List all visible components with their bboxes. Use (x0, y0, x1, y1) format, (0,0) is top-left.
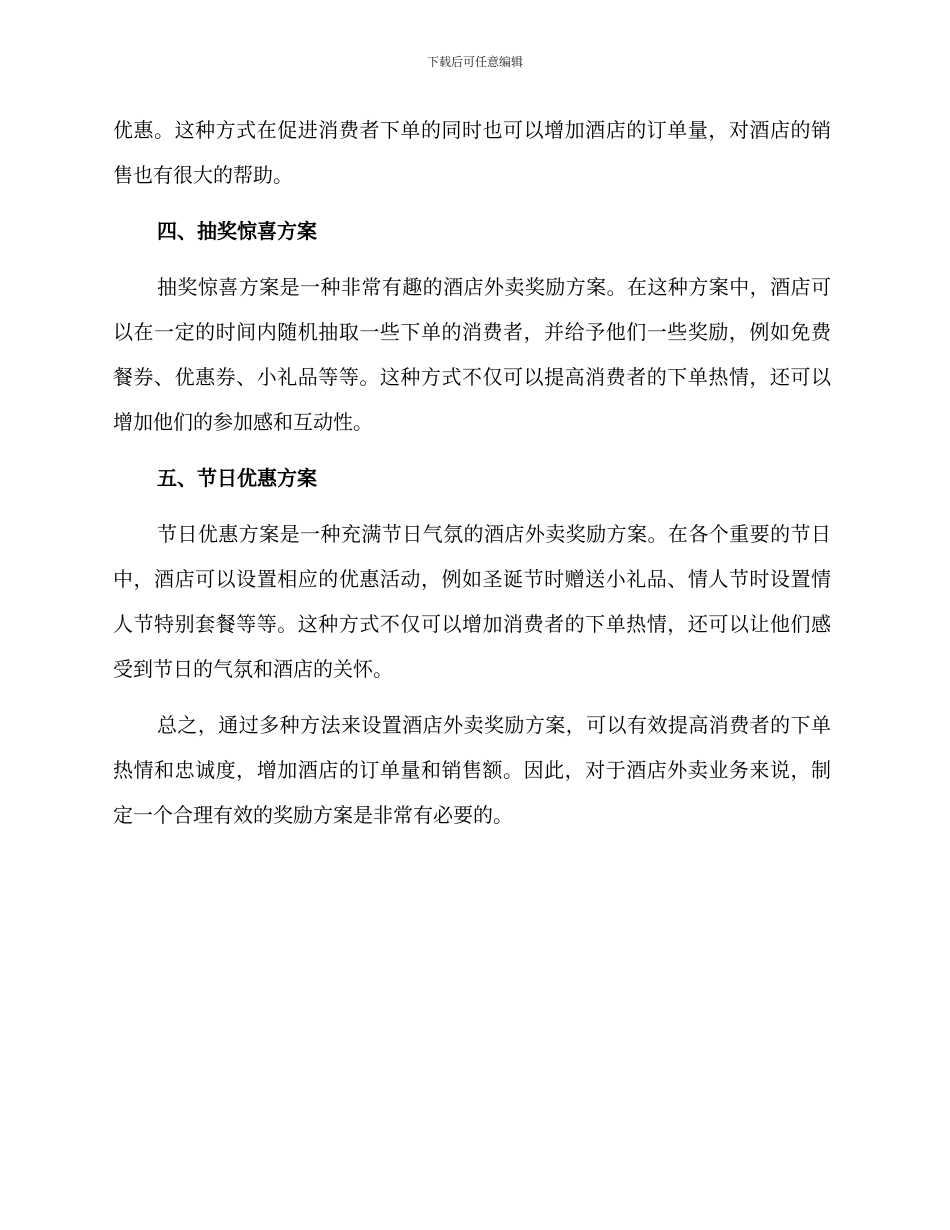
paragraph-lottery: 抽奖惊喜方案是一种非常有趣的酒店外卖奖励方案。在这种方案中，酒店可以在一定的时间内随机抽取一些下单的消费者，并给予他们一些奖励，例如免费餐券、优惠券、小礼品等等。这种方式不仅可以提高消费者的下单热情，还可以增加他们的参加感和互动性。 (113, 275, 831, 434)
section-heading-holiday: 五、节日优惠方案 (157, 466, 317, 490)
paragraph-holiday: 节日优惠方案是一种充满节日气氛的酒店外卖奖励方案。在各个重要的节日中，酒店可以设置相应的优惠活动，例如圣诞节时赠送小礼品、情人节时设置情人节特别套餐等等。这种方式不仅可以增加消费者的下单热情，还可以让他们感受到节日的气氛和酒店的关怀。 (113, 522, 831, 681)
paragraph-summary: 总之，通过多种方法来设置酒店外卖奖励方案，可以有效提高消费者的下单热情和忠诚度，增加酒店的订单量和销售额。因此，对于酒店外卖业务来说，制定一个合理有效的奖励方案是非常有必要的。 (113, 713, 831, 827)
document-body (113, 108, 831, 849)
section-heading-lottery: 四、抽奖惊喜方案 (157, 219, 317, 243)
header-note: 下载后可任意编辑 (426, 55, 523, 69)
paragraph-continued: 优惠。这种方式在促进消费者下单的同时也可以增加酒店的订单量，对酒店的销售也有很大的帮助。 (113, 118, 831, 187)
